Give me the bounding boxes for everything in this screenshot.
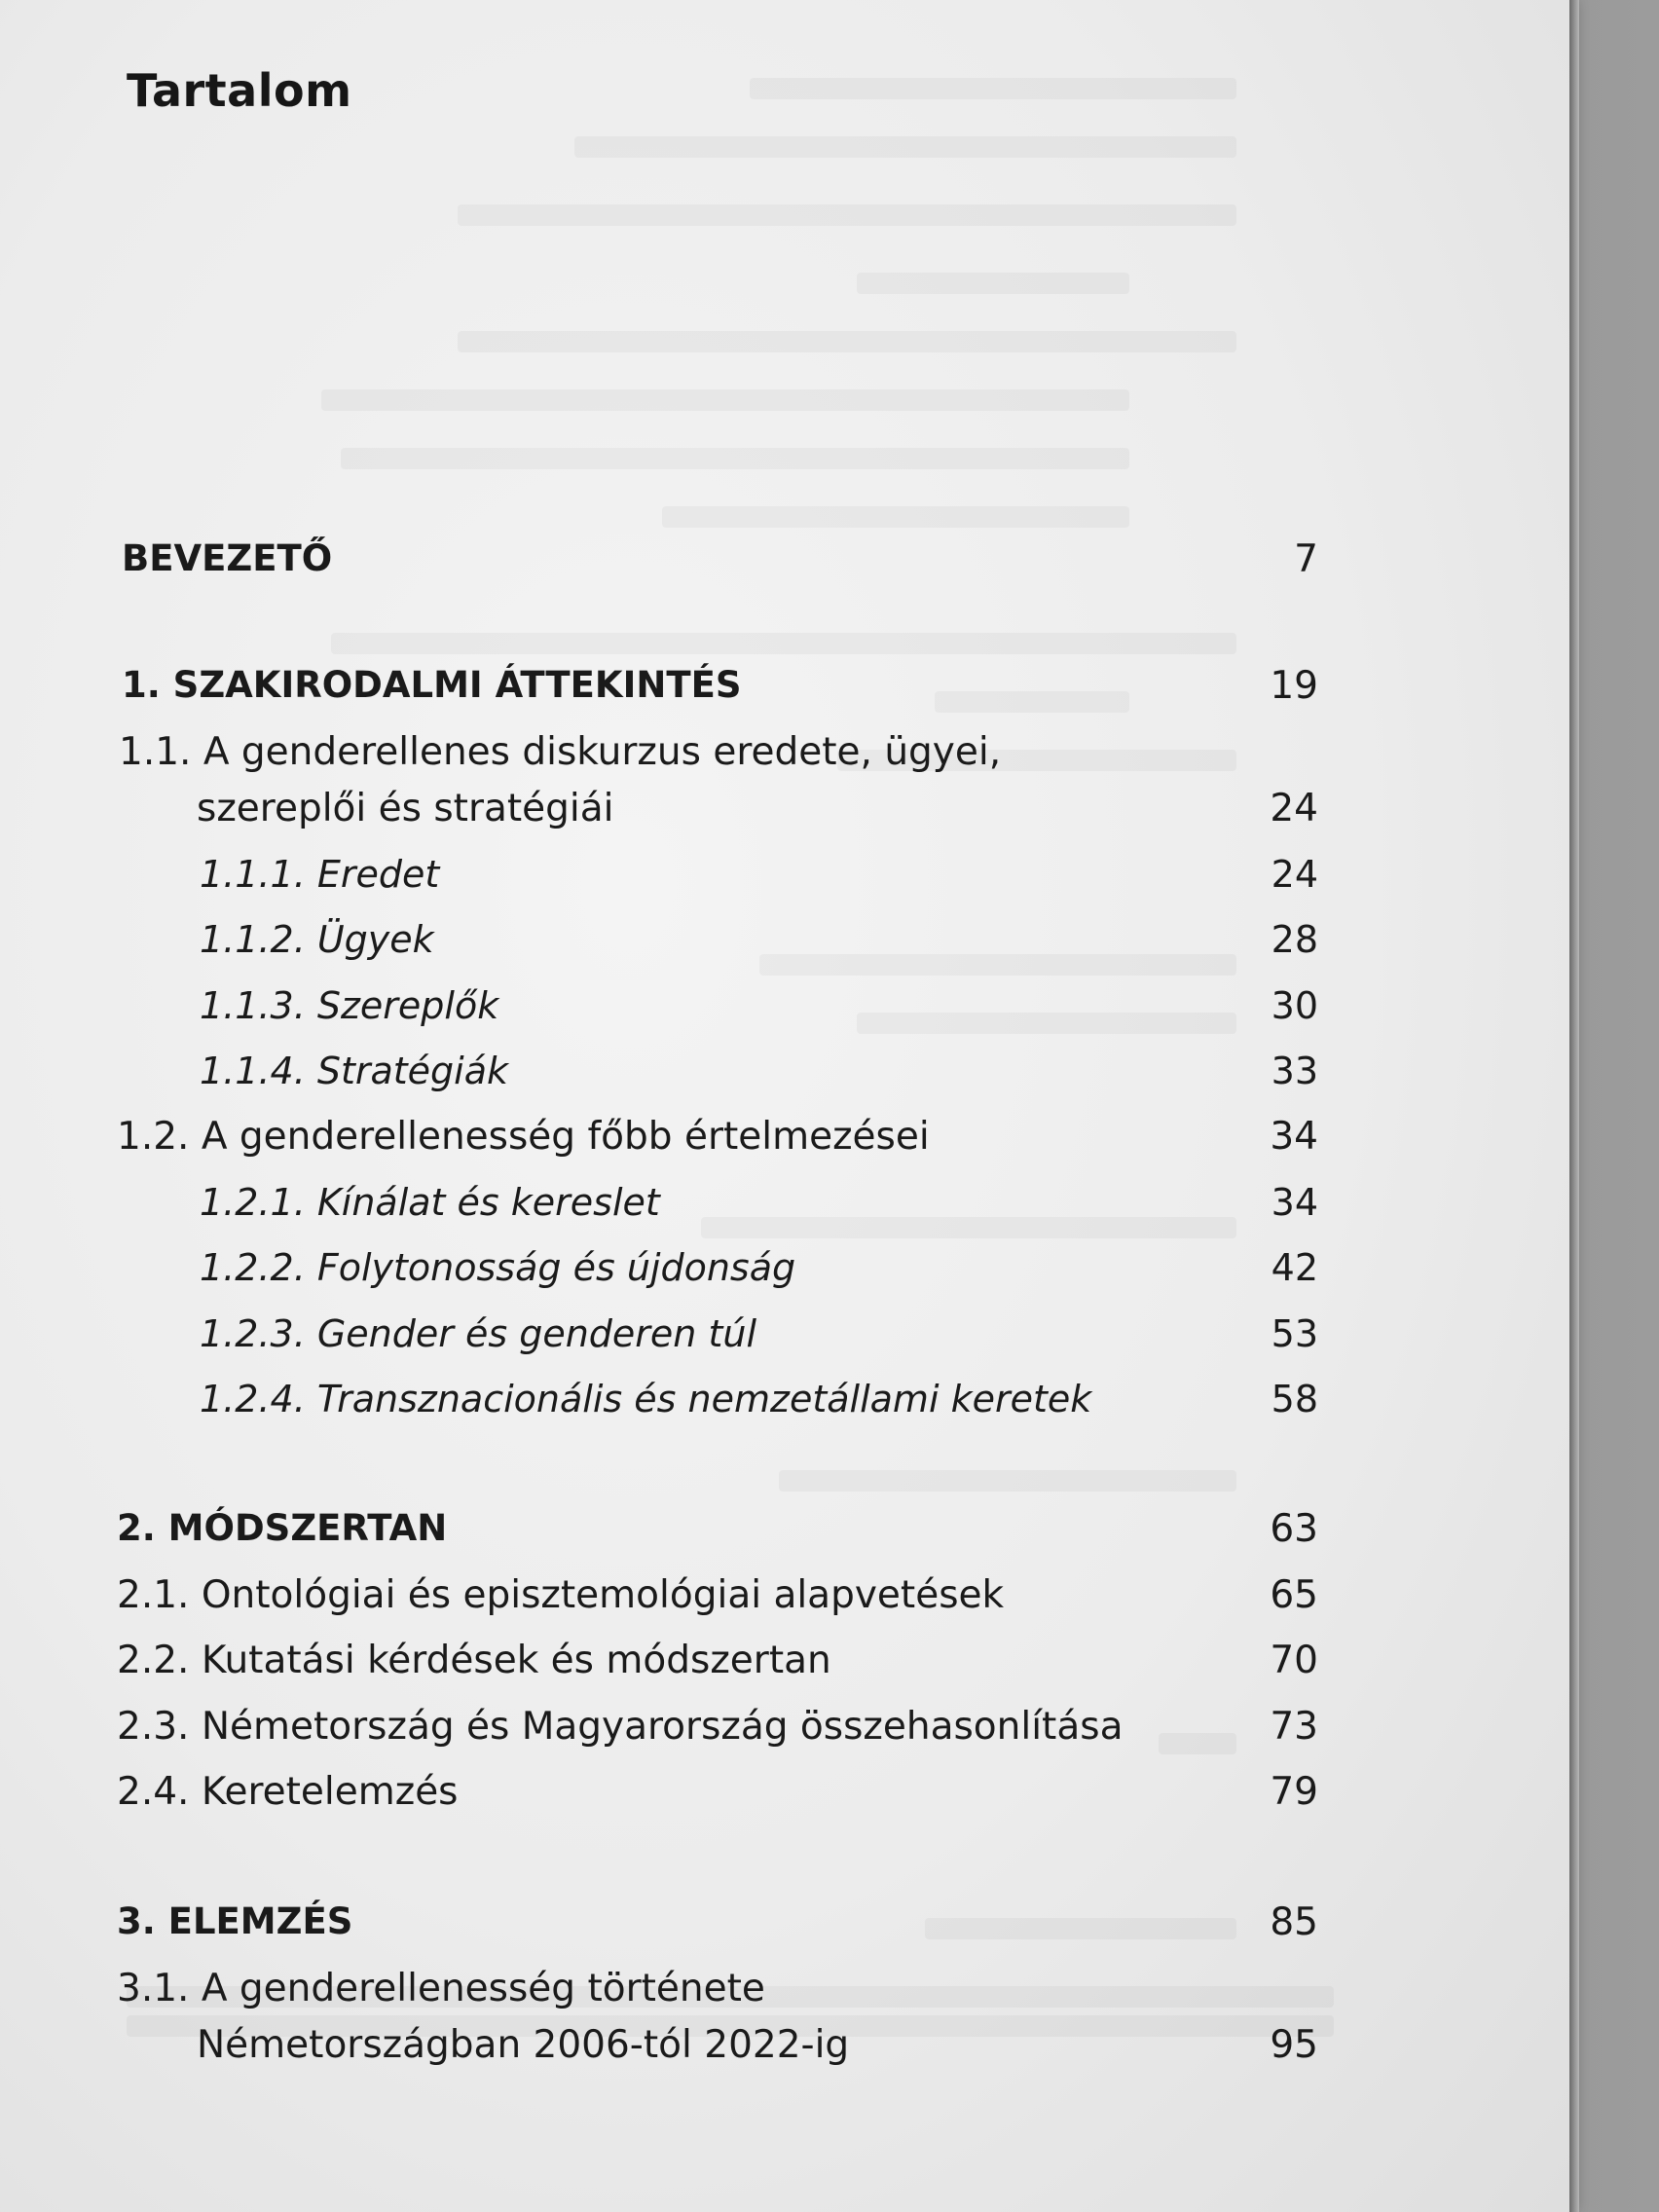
toc-entry-page: 33 [1271,1050,1318,1092]
toc-entry-title: 1.1.4. Stratégiák [200,1050,509,1092]
toc-entry-title: 3.1. A genderellenesség története [117,1967,765,2010]
toc-entry-page: 34 [1271,1181,1318,1224]
toc-entry-page: 53 [1271,1312,1318,1355]
toc-entry-title: 2.2. Kutatási kérdések és módszertan [117,1639,831,1682]
toc-entry-page: 30 [1271,984,1318,1027]
toc-entry-title: 2. MÓDSZERTAN [117,1507,448,1549]
toc-entry-title: 1.2.4. Transznacionális és nemzetállami keretek [200,1378,1092,1420]
toc-entry-page: 24 [1270,787,1318,830]
page-edge-shadow [1569,0,1579,2212]
toc-entry-page: 85 [1270,1900,1318,1944]
toc-entry-title: 1.2.1. Kínálat és kereslet [200,1181,660,1224]
toc-entry-page: 65 [1270,1573,1318,1617]
toc-entry-title: 1.1.2. Ügyek [200,918,434,961]
toc-entry-page: 42 [1271,1246,1318,1289]
toc-entry-title: 1.2.3. Gender és genderen túl [200,1312,757,1355]
toc-entry-page: 70 [1270,1639,1318,1682]
toc-entry-title-continuation: Németországban 2006-tól 2022-ig [197,2023,850,2067]
toc-entry-title: 1.2.2. Folytonosság és újdonság [200,1246,796,1289]
toc-entry-title: 3. ELEMZÉS [117,1900,353,1942]
toc-entry-page: 7 [1294,537,1318,581]
toc-entry-title: 2.3. Németország és Magyarország összehasonlítása [117,1705,1124,1749]
toc-entry-page: 34 [1270,1115,1318,1159]
page-heading: Tartalom [127,64,352,117]
toc-entry-title-continuation: szereplői és stratégiái [197,787,614,830]
toc-entry-title: 1.1. A genderellenes diskurzus eredete, ügyei, [119,730,1002,774]
toc-entry-page: 19 [1270,664,1318,708]
toc-entry-title: 1.1.1. Eredet [200,853,440,896]
toc-entry-page: 24 [1271,853,1318,896]
toc-entry-page: 58 [1271,1378,1318,1420]
toc-entry-page: 95 [1270,2023,1318,2067]
toc-entry-title: 1.1.3. Szereplők [200,984,499,1027]
toc-entry-page: 28 [1271,918,1318,961]
toc-entry-page: 79 [1270,1770,1318,1814]
toc-entry-title: 2.1. Ontológiai és episztemológiai alapvetések [117,1573,1005,1617]
toc-entry-title: 1.2. A genderellenesség főbb értelmezései [117,1115,930,1159]
toc-entry-title: 2.4. Keretelemzés [117,1770,459,1814]
toc-entry-page: 63 [1270,1507,1318,1551]
toc-entry-page: 73 [1270,1705,1318,1749]
toc-entry-title: 1. SZAKIRODALMI ÁTTEKINTÉS [122,664,742,706]
toc-entry-title: BEVEZETŐ [122,537,333,579]
